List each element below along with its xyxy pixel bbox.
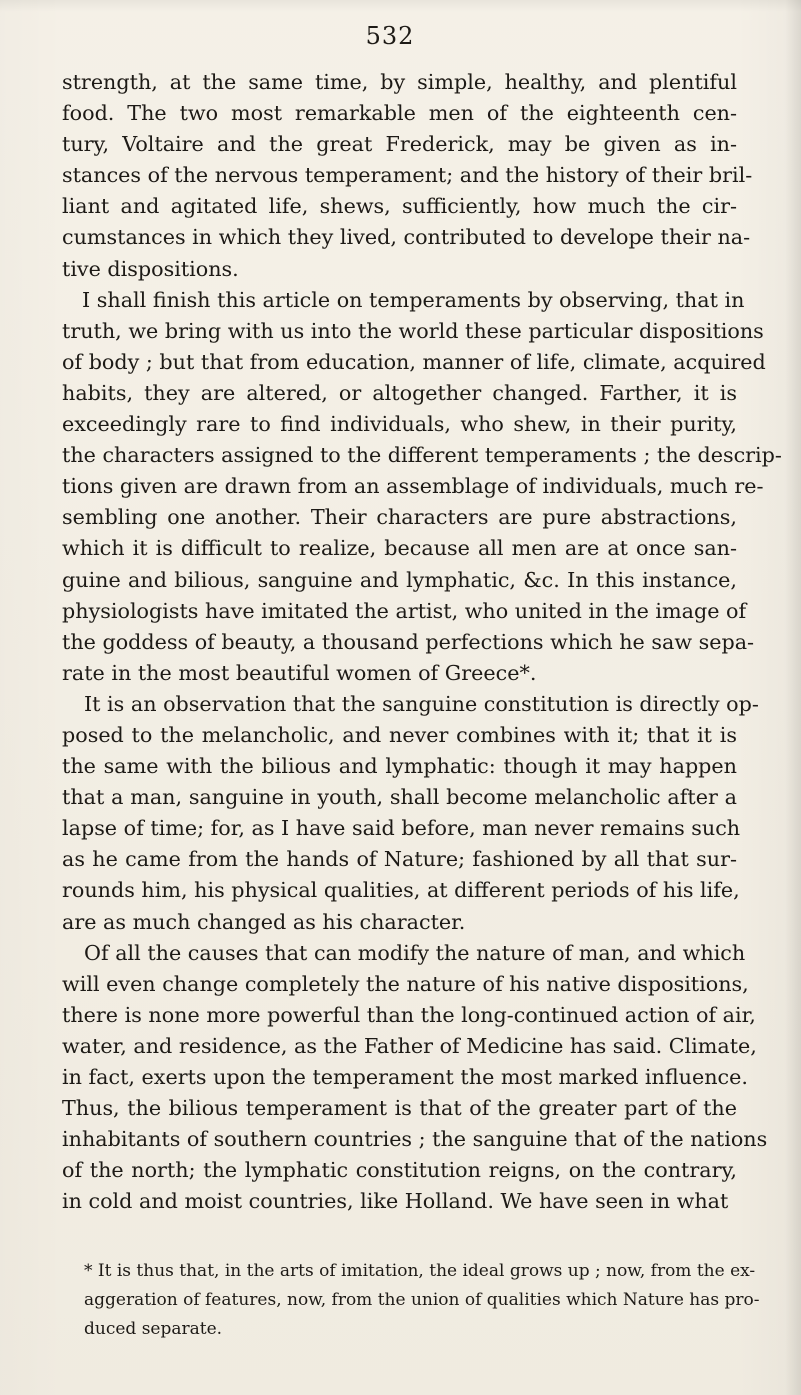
text-line: I shall finish this article on temperaments by observing, that in <box>82 287 745 312</box>
text-line: water, and residence, as the Father of Medicine has said. Climate, <box>62 1033 757 1058</box>
text-line: tions given are drawn from an assemblage of individuals, much re- <box>62 474 764 499</box>
text-line: will even change completely the nature of his native dispositions, <box>62 971 749 996</box>
footnote-line: * It is thus that, in the arts of imitation, the ideal grows up ; now, from the ex- <box>84 1261 756 1281</box>
text-line: habits, they are altered, or altogether changed. Farther, it is <box>62 380 737 405</box>
text-line: the characters assigned to the different temperaments ; the descrip- <box>62 443 782 468</box>
text-line: as he came from the hands of Nature; fashioned by all that sur- <box>62 847 737 872</box>
text-line: that a man, sanguine in youth, shall become melancholic after a <box>62 785 737 810</box>
text-line: Of all the causes that can modify the nature of man, and which <box>84 940 746 965</box>
footnote-line: duced separate. <box>84 1319 223 1339</box>
text-line: lapse of time; for, as I have said before, man never remains such <box>62 816 741 841</box>
text-line: there is none more powerful than the long-continued action of air, <box>62 1002 756 1027</box>
text-line: rate in the most beautiful women of Greece*. <box>62 660 537 685</box>
footnote-line: aggeration of features, now, from the union of qualities which Nature has pro- <box>84 1290 760 1310</box>
text-line: exceedingly rare to find individuals, who shew, in their purity, <box>62 412 737 437</box>
page-number: 532 <box>365 22 415 50</box>
main-text-block <box>62 67 782 1217</box>
text-line: the same with the bilious and lymphatic: though it may happen <box>62 754 737 779</box>
text-line: food. The two most remarkable men of the eighteenth cen- <box>62 101 737 126</box>
footnote-block <box>84 1257 760 1344</box>
text-line: which it is difficult to realize, because all men are at once san- <box>62 536 737 561</box>
top-page-shadow <box>0 0 801 12</box>
text-line: in cold and moist countries, like Holland. We have seen in what <box>62 1189 729 1214</box>
text-line: It is an observation that the sanguine constitution is directly op- <box>84 691 759 716</box>
text-line: in fact, exerts upon the temperament the most marked influence. <box>62 1065 748 1089</box>
text-line: physiologists have imitated the artist, who united in the image of <box>62 598 747 623</box>
text-line: stances of the nervous temperament; and the history of their bril- <box>62 163 753 188</box>
text-line: Thus, the bilious temperament is that of the greater part of the <box>62 1096 737 1121</box>
right-page-shadow <box>785 0 801 1395</box>
text-line: rounds him, his physical qualities, at different periods of his life, <box>62 878 740 903</box>
text-line: of body ; but that from education, manner of life, climate, acquired <box>62 349 766 374</box>
text-line: truth, we bring with us into the world these particular dispositions <box>62 318 764 343</box>
text-line: guine and bilious, sanguine and lymphatic, &c. In this instance, <box>62 567 737 592</box>
text-line: liant and agitated life, shews, sufficiently, how much the cir- <box>62 194 737 219</box>
text-line: sembling one another. Their characters are pure abstractions, <box>62 505 737 530</box>
text-line: strength, at the same time, by simple, healthy, and plentiful <box>62 70 737 94</box>
text-line: inhabitants of southern countries ; the sanguine that of the nations <box>62 1127 768 1152</box>
text-line: are as much changed as his character. <box>62 909 466 934</box>
text-line: cumstances in which they lived, contributed to develope their na- <box>62 225 751 250</box>
text-line: posed to the melancholic, and never combines with it; that it is <box>62 722 737 747</box>
text-line: tive dispositions. <box>62 256 239 281</box>
text-line: tury, Voltaire and the great Frederick, may be given as in- <box>62 132 737 157</box>
text-line: the goddess of beauty, a thousand perfections which he saw sepa- <box>62 629 755 654</box>
text-line: of the north; the lymphatic constitution reigns, on the contrary, <box>62 1158 737 1183</box>
